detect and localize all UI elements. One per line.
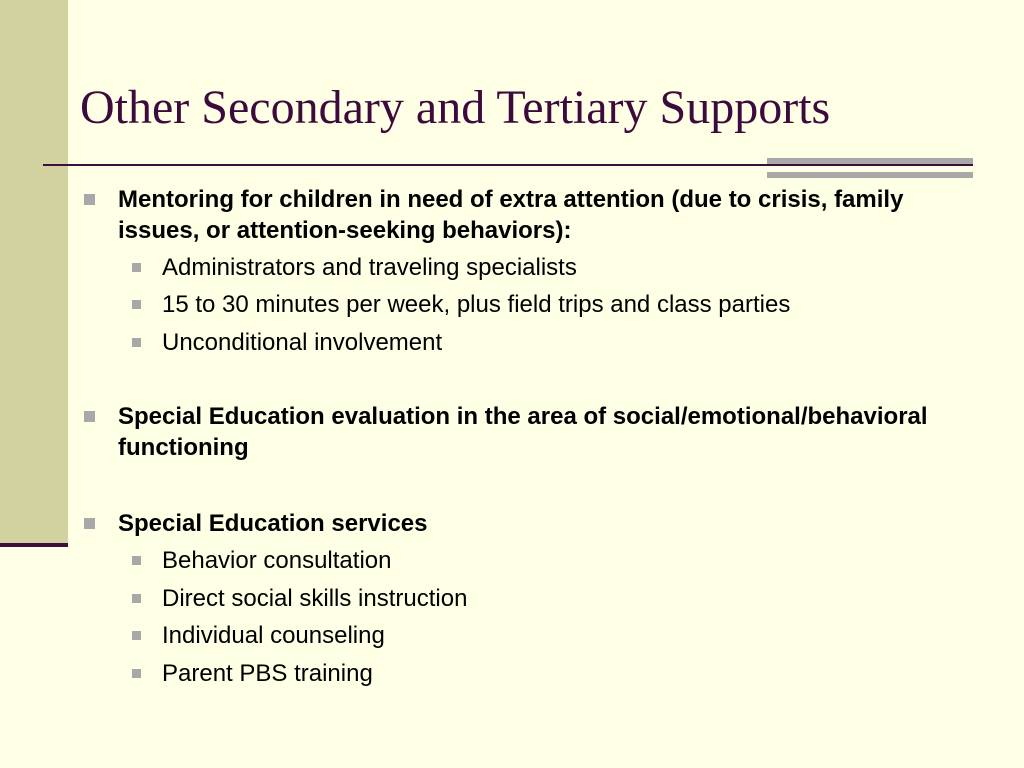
sub-bullet-square-icon [132,631,141,640]
bullet-square-icon [84,194,95,205]
sub-bullet-square-icon [132,263,141,272]
bullet-item-special-ed-services: Special Education services [118,510,428,537]
sub-bullet-square-icon [132,338,141,347]
sub-bullet-item: 15 to 30 minutes per week, plus field trips and class parties [162,291,791,318]
sub-bullet-square-icon [132,556,141,565]
sub-bullet-item: Behavior consultation [162,547,392,574]
left-decor-underline [0,543,68,547]
accent-bar-top [767,158,973,164]
sub-bullet-item: Direct social skills instruction [162,585,468,612]
bullet-square-icon [84,411,95,422]
sub-bullet-item: Individual counseling [162,622,385,649]
bullet-item-special-ed-evaluation: Special Education evaluation in the area of social/emotional/behavioral functioning [118,403,928,461]
slide-title: Other Secondary and Tertiary Supports [80,81,831,134]
accent-bar-bottom [767,172,973,178]
sub-bullet-square-icon [132,669,141,678]
bullet-item-mentoring: Mentoring for children in need of extra attention (due to crisis, family issues, or attention-seeking behaviors): [118,186,904,244]
sub-bullet-square-icon [132,300,141,309]
sub-bullet-item: Unconditional involvement [162,329,443,356]
sub-bullet-square-icon [132,594,141,603]
title-rule [43,164,973,166]
sub-bullet-item: Administrators and traveling specialists [162,254,577,281]
sub-bullet-item: Parent PBS training [162,660,373,687]
bullet-square-icon [84,518,95,529]
left-decor-bar [0,0,68,545]
